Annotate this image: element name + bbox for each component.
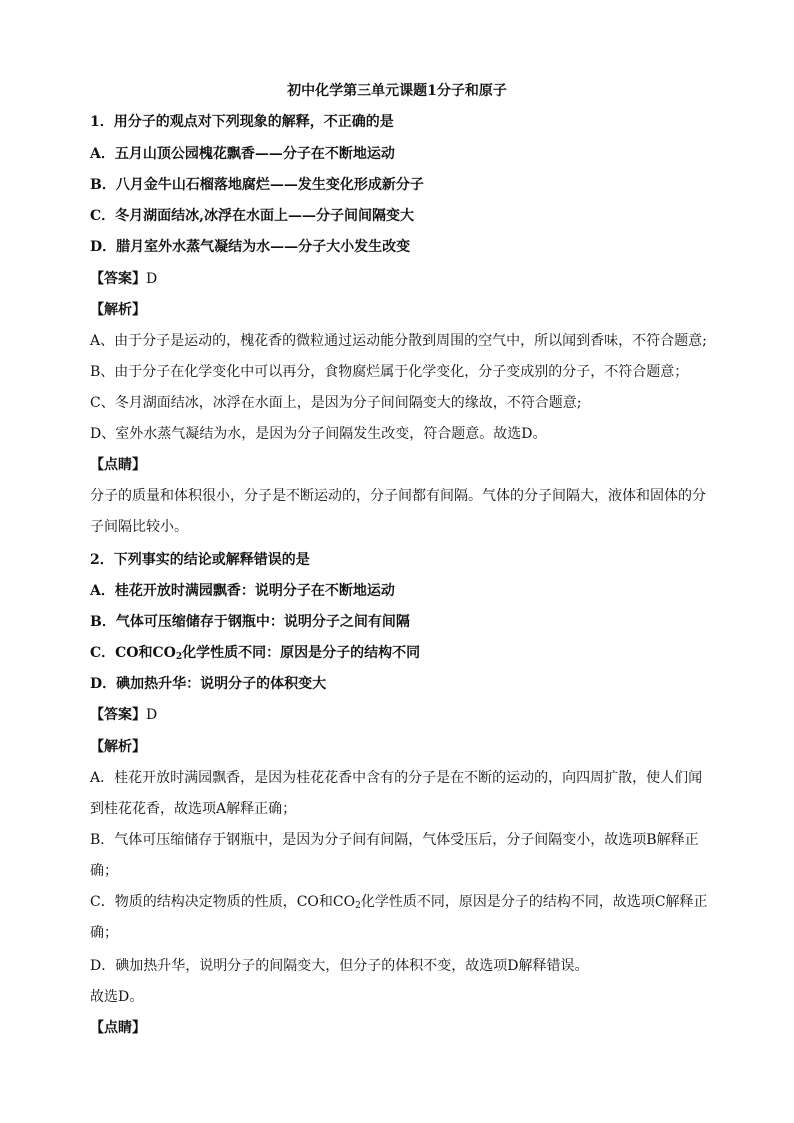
q1-analysis-label: 【解析】 (90, 302, 146, 318)
q2-analysis-c (90, 887, 712, 949)
q2-option-c-subscript: 2 (175, 652, 183, 662)
q2-analysis-b: B．气体可压缩储存于钢瓶中，是因为分子间有间隔，气体受压后，分子间隔变小，故选项B解释正确； (90, 832, 699, 879)
page-title: 初中化学第三单元课题1分子和原子 (287, 83, 507, 99)
q1-option-d: D．腊月室外水蒸气凝结为水——分子大小发生改变 (90, 239, 411, 255)
q2-note-label: 【点睛】 (90, 1020, 146, 1036)
q2-answer-value: D (146, 707, 158, 723)
q1-option-a: A．五月山顶公园槐花飘香——分子在不断地运动 (90, 146, 395, 162)
q2-option-c (90, 644, 710, 662)
q2-option-b: B．气体可压缩储存于钢瓶中：说明分子之间有间隔 (90, 614, 410, 630)
q2-conclusion: 故选D。 (90, 989, 144, 1005)
q1-analysis-b: B、由于分子在化学变化中可以再分，食物腐烂属于化学变化，分子变成别的分子，不符合题意； (90, 364, 689, 380)
q1-analysis-c: C、冬月湖面结冰，冰浮在水面上，是因为分子间间隔变大的缘故，不符合题意; (90, 395, 582, 411)
q2-analysis-c-pre: C．物质的结构决定物质的性质，CO和CO (90, 894, 356, 910)
q2-stem: 2．下列事实的结论或解释错误的是 (90, 552, 310, 568)
q1-analysis-a: A、由于分子是运动的，槐花香的微粒通过运动能分散到周围的空气中，所以闻到香味，不符合题意; (90, 333, 707, 349)
q1-note-text: 分子的质量和体积很小，分子是不断运动的，分子间都有间隔。气体的分子间隔大，液体和固体的分子间隔比较小。 (90, 488, 706, 535)
q1-answer-value: D (146, 271, 158, 287)
q2-answer-label: 【答案】 (90, 707, 146, 723)
q2-analysis-label: 【解析】 (90, 739, 146, 755)
q1-option-b: B．八月金牛山石榴落地腐烂——发生变化形成新分子 (90, 177, 424, 193)
q2-analysis-d: D．碘加热升华，说明分子的间隔变大，但分子的体积不变，故选项D解释错误。 (90, 958, 589, 974)
q1-stem: 1．用分子的观点对下列现象的解释，不正确的是 (90, 114, 394, 130)
q2-analysis-c-post: 化学性质不同，原因是分子的结构不同，故选项C解释正确； (90, 894, 708, 941)
q1-analysis-d: D、室外水蒸气凝结为水，是因为分子间隔发生改变，符合题意。故选D。 (90, 426, 547, 442)
q1-answer (90, 270, 710, 288)
q2-answer (90, 706, 710, 724)
q2-option-a: A．桂花开放时满园飘香：说明分子在不断地运动 (90, 583, 395, 599)
q1-option-c: C．冬月湖面结冰,冰浮在水面上——分子间间隔变大 (90, 208, 415, 224)
q2-option-c-pre: C．CO和CO (90, 645, 176, 661)
q1-answer-label: 【答案】 (90, 271, 146, 287)
q1-note-label: 【点睛】 (90, 457, 146, 473)
q2-analysis-c-subscript: 2 (355, 901, 361, 911)
q2-analysis-a: A．桂花开放时满园飘香，是因为桂花花香中含有的分子是在不断的运动的，向四周扩散，使人们闻到桂花花香，故选项A解释正确； (90, 770, 703, 817)
q2-option-c-post: 化学性质不同：原因是分子的结构不同 (182, 645, 421, 661)
q2-option-d: D．碘加热升华：说明分子的体积变大 (90, 676, 327, 692)
